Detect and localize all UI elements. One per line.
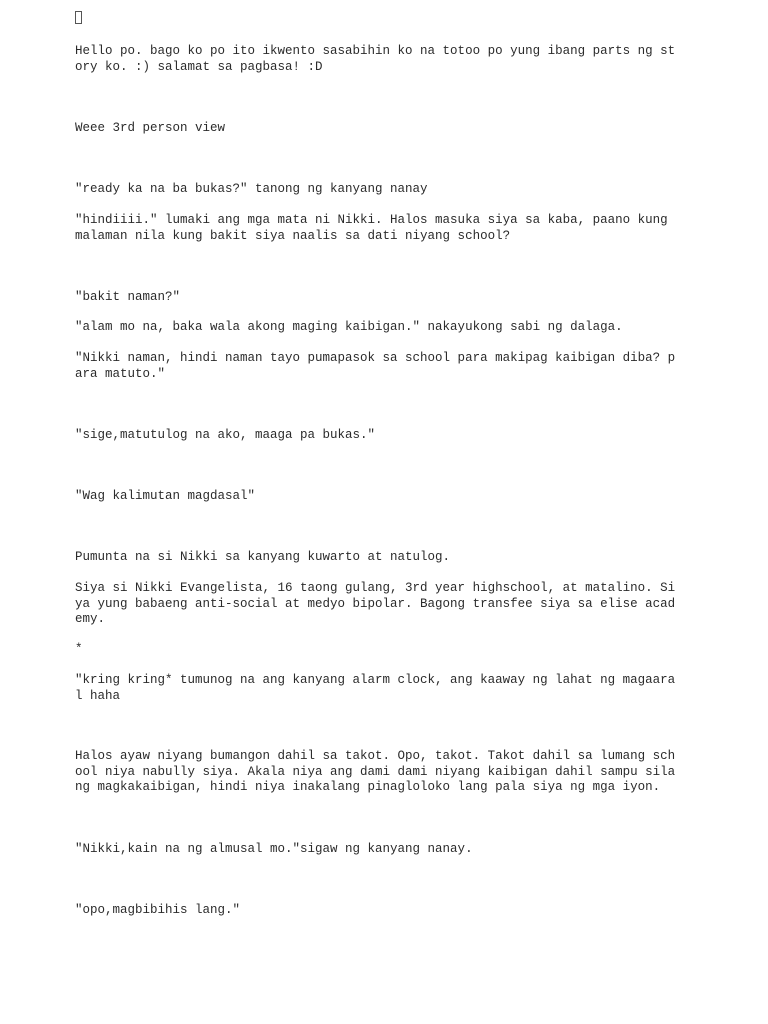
- paragraph-pov: Weee 3rd person view: [75, 121, 226, 135]
- paragraph-wag: "Wag kalimutan magdasal": [75, 489, 256, 503]
- paragraph-kring: "kring kring* tumunog na ang kanyang alarm clock, ang kaaway ng lahat ng magaara l haha: [75, 673, 676, 703]
- paragraph-kain: "Nikki,kain na ng almusal mo."sigaw ng kanyang nanay.: [75, 842, 473, 856]
- paragraph-nikki-naman: "Nikki naman, hindi naman tayo pumapasok sa school para makipag kaibigan diba? p ara matuto.": [75, 351, 676, 381]
- paragraph-asterisk: *: [75, 642, 83, 656]
- paragraph-sige: "sige,matutulog na ako, maaga pa bukas.": [75, 428, 376, 442]
- paragraph-bakit: "bakit naman?": [75, 290, 181, 304]
- missing-glyph-box: [75, 11, 82, 24]
- paragraph-siya: Siya si Nikki Evangelista, 16 taong gulang, 3rd year highschool, at matalino. Si ya yung babaeng anti-social at medyo bipolar. Bagong transfee siya sa elise acad emy.: [75, 581, 676, 627]
- paragraph-halos: Halos ayaw niyang bumangon dahil sa takot. Opo, takot. Takot dahil sa lumang sch ool niya nabully siya. Akala niya ang dami dami niyang kaibigan dahil sampu sila ng magkakaibigan, hindi niya inakalang pinagloloko lang pala siya ng mga iyon.: [75, 749, 676, 795]
- paragraph-alam: "alam mo na, baka wala akong maging kaibigan." nakayukong sabi ng dalaga.: [75, 320, 623, 334]
- paragraph-pumunta: Pumunta na si Nikki sa kanyang kuwarto at natulog.: [75, 550, 451, 564]
- paragraph-opo: "opo,magbibihis lang.": [75, 903, 241, 917]
- paragraph-ready: "ready ka na ba bukas?" tanong ng kanyang nanay: [75, 182, 428, 196]
- paragraph-intro: Hello po. bago ko po ito ikwento sasabihin ko na totoo po yung ibang parts ng st ory ko. :) salamat sa pagbasa! :D: [75, 44, 676, 74]
- paragraph-hindiiii: "hindiiii." lumaki ang mga mata ni Nikki. Halos masuka siya sa kaba, paano kung malaman nila kung bakit siya naalis sa dati niyang school?: [75, 213, 668, 243]
